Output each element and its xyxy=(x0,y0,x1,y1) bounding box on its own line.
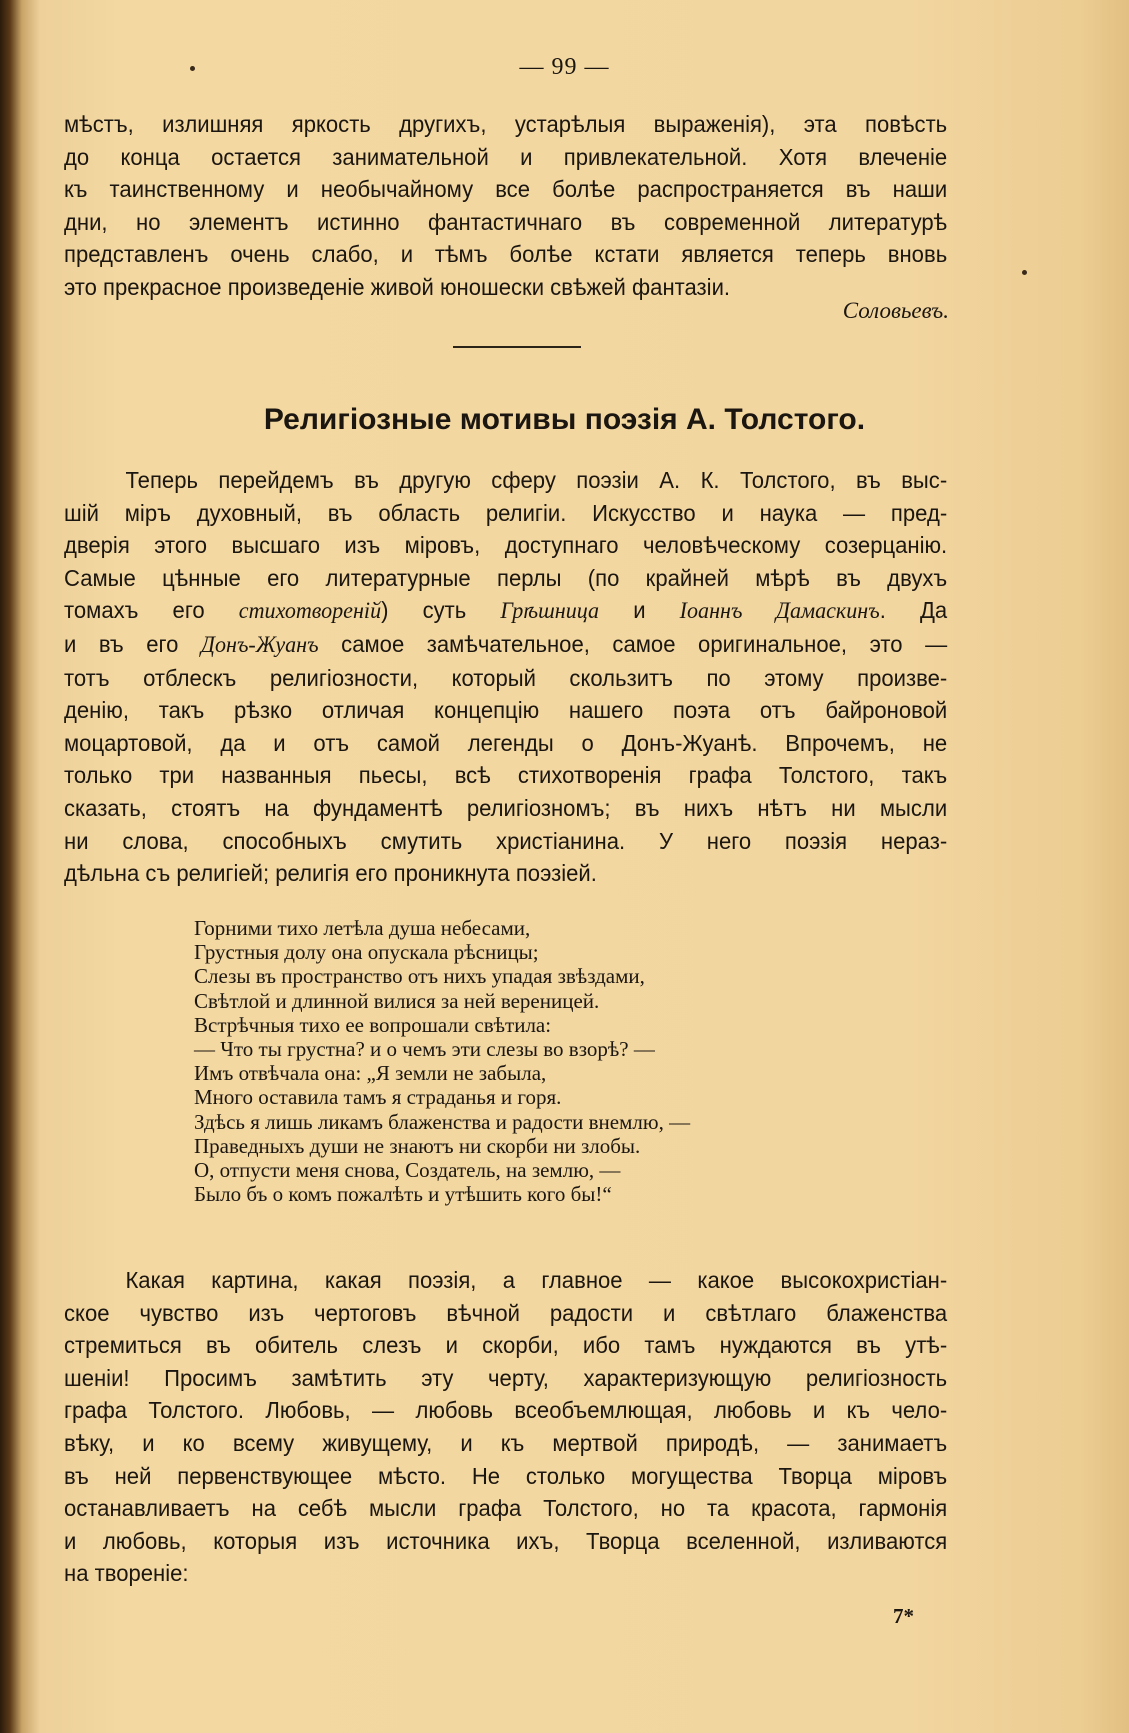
text-line: шій міръ духовный, въ область религіи. Искусство и наука — пред- xyxy=(64,499,948,526)
italic-title: стихотвореній xyxy=(238,598,382,624)
text-line: Самые цѣнные его литературные перлы (по крайней мѣрѣ въ двухъ xyxy=(64,564,948,591)
intro-paragraph xyxy=(64,108,984,304)
text-line: графа Толстого. Любовь, — любовь всеобъемлющая, любовь и къ чело- xyxy=(64,1397,948,1424)
signature-mark: 7* xyxy=(893,1604,914,1628)
text-line: вѣку, и ко всему живущему, и къ мертвой природѣ, — занимаетъ xyxy=(64,1429,948,1456)
italic-title: Іоаннъ Дамаскинъ xyxy=(679,598,880,624)
italic-title: Грѣшница xyxy=(500,598,600,624)
poem-line: О, отпусти меня снова, Создатель, на землю, — xyxy=(194,1158,621,1183)
text-line: моцартовой, да и отъ самой легенды о Донъ-Жуанѣ. Впрочемъ, не xyxy=(64,729,948,756)
poem-line: Было бъ о комъ пожалѣть и утѣшить кого бы!“ xyxy=(194,1182,612,1207)
text-line: только три названныя пьесы, всѣ стихотворенія графа Толстого, такъ xyxy=(64,762,948,789)
text-line: на твореніе: xyxy=(64,1560,189,1587)
poem-line: Встрѣчныя тихо ее вопрошали свѣтила: xyxy=(194,1012,552,1037)
text-line: томахъ его стихотвореній) суть Грѣшница и Іоаннъ Дамаскинъ. Да xyxy=(64,597,948,624)
paragraph-2 xyxy=(64,1264,984,1590)
text-line: до конца остается занимательной и привлекательной. Хотя влеченіе xyxy=(64,143,948,170)
text-line: шеніи! Просимъ замѣтить эту черту, характеризующую религіозность xyxy=(64,1364,948,1391)
text-line: денію, такъ рѣзко отличая концепцію нашего поэта отъ байроновой xyxy=(64,697,948,724)
poem-line: Здѣсь я лишь ликамъ блаженства и радости внемлю, — xyxy=(194,1109,691,1134)
text-line: это прекрасное произведеніе живой юношески свѣжей фантазіи. xyxy=(64,273,731,300)
text-line: дверія этого высшаго изъ міровъ, доступнаго человѣческому созерцанію. xyxy=(64,532,948,559)
poem-line: Свѣтлой и длинной вилися за ней вереницей. xyxy=(194,988,600,1013)
text-line: въ ней первенствующее мѣсто. Не столько могущества Творца міровъ xyxy=(64,1462,948,1489)
text-line: мѣстъ, излишняя яркость другихъ, устарѣлыя выраженія), эта повѣсть xyxy=(64,111,948,137)
paragraph-1 xyxy=(64,464,984,890)
text-line: и въ его Донъ-Жуанъ самое замѣчательное, самое оригинальное, это — xyxy=(64,630,948,657)
paper-speck xyxy=(190,66,195,71)
text-line: и любовь, которыя изъ источника ихъ, Творца вселенной, изливаются xyxy=(64,1527,948,1554)
poem-line: — Что ты грустна? и о чемъ эти слезы во взорѣ? — xyxy=(194,1037,655,1062)
page-number: — 99 — xyxy=(519,54,610,80)
text-line: стремиться въ обитель слезъ и скорби, ибо тамъ нуждаются въ утѣ- xyxy=(64,1332,948,1359)
text-line: ское чувство изъ чертоговъ вѣчной радости и свѣтлаго блаженства xyxy=(64,1299,948,1326)
author-signature: Соловьевъ. xyxy=(842,298,949,323)
poem-line: Горними тихо летѣла душа небесами, xyxy=(194,916,531,940)
poem-line: Имъ отвѣчала она: „Я земли не забыла, xyxy=(194,1061,547,1086)
text-line: останавливаетъ на себѣ мысли графа Толстого, но та красота, гармонія xyxy=(64,1495,948,1522)
text-line: Какая картина, какая поэзія, а главное — какое высокохристіан- xyxy=(125,1267,948,1293)
section-divider xyxy=(453,346,581,348)
text-line: Теперь перейдемъ въ другую сферу поэзіи А. К. Толстого, въ выс- xyxy=(125,467,948,493)
italic-title: Донъ-Жуанъ xyxy=(200,631,319,657)
text-line: представленъ очень слабо, и тѣмъ болѣе кстати является теперь вновь xyxy=(64,241,948,268)
poem-line: Праведныхъ души не знаютъ ни скорби ни злобы. xyxy=(194,1133,641,1158)
text-line: тотъ отблескъ религіозности, который скользитъ по этому произве- xyxy=(64,664,948,691)
poem-quote xyxy=(194,916,690,1206)
paper-speck xyxy=(1022,270,1027,275)
text-line: къ таинственному и необычайному все болѣе распространяется въ наши xyxy=(64,176,948,203)
poem-line: Слезы въ пространство отъ нихъ упадая звѣздами, xyxy=(194,964,645,989)
text-line: дни, но элементъ истинно фантастичнаго въ современной литературѣ xyxy=(64,208,948,235)
text-line: дѣльна съ религіей; религія его проникнута поэзіей. xyxy=(64,860,597,887)
article-title: Религіозные мотивы поэзія А. Толстого. xyxy=(263,403,866,436)
poem-line: Много оставила тамъ я страданья и горя. xyxy=(194,1085,562,1110)
text-line: сказать, стоятъ на фундаментѣ религіозномъ; въ нихъ нѣтъ ни мысли xyxy=(64,794,948,821)
text-line: ни слова, способныхъ смутить христіанина. У него поэзія нераз- xyxy=(64,827,948,854)
poem-line: Грустныя долу она опускала рѣсницы; xyxy=(194,940,539,965)
